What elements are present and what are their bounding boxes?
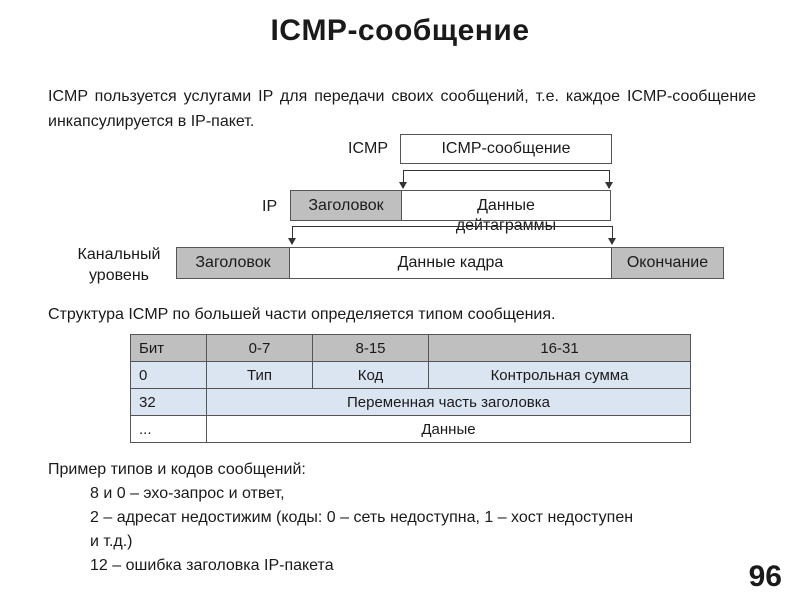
list-item: 8 и 0 – эхо-запрос и ответ, <box>90 485 285 502</box>
icmp-layer-label: ICMP <box>348 140 388 157</box>
table-header-row <box>131 335 691 362</box>
arrow-down-icon <box>609 170 610 188</box>
table-cell: ... <box>131 416 207 443</box>
table-header-cell: 0-7 <box>207 335 313 362</box>
table-cell: 0 <box>131 362 207 389</box>
table-row <box>131 389 691 416</box>
examples-block <box>48 458 633 578</box>
table-header-cell: 8-15 <box>313 335 429 362</box>
icmp-message-box: ICMP-сообщение <box>400 134 612 164</box>
ip-layer-label: IP <box>262 198 278 215</box>
table-header-cell: Бит <box>131 335 207 362</box>
icmp-bracket-line <box>403 170 609 171</box>
table-header-cell: 16-31 <box>429 335 691 362</box>
intro-paragraph: ICMP пользуется услугами IP для передачи своих сообщений, т.е. каждое ICMP-сообщение инкапсулируется в IP-пакет. <box>48 88 756 130</box>
arrow-down-icon <box>403 170 404 188</box>
link-layer-label: Канальный уровень <box>77 246 161 284</box>
page-number: 96 <box>748 560 782 593</box>
table-cell: Контрольная сумма <box>429 362 691 389</box>
ip-bracket-line <box>292 226 612 227</box>
frame-header-box: Заголовок <box>176 247 290 279</box>
table-cell: Тип <box>207 362 313 389</box>
table-cell: Данные <box>207 416 691 443</box>
ip-data-label: Данные дейтаграммы <box>455 197 557 234</box>
table-cell: Код <box>313 362 429 389</box>
examples-heading: Пример типов и кодов сообщений: <box>48 461 306 478</box>
table-row <box>131 362 691 389</box>
arrow-down-icon <box>292 226 293 244</box>
list-item: 12 – ошибка заголовка IP-пакета <box>90 557 334 574</box>
frame-trailer-box <box>611 247 724 279</box>
frame-trailer-label: Окончание <box>626 254 709 271</box>
table-cell: Переменная часть заголовка <box>207 389 691 416</box>
arrow-down-icon <box>612 226 613 244</box>
list-item: 2 – адресат недостижим (коды: 0 – сеть недоступна, 1 – хост недоступен <box>90 509 634 526</box>
ip-header-box: Заголовок <box>290 190 402 221</box>
table-row <box>131 416 691 443</box>
slide-title: ICMP-сообщение <box>270 14 530 47</box>
ip-data-box <box>401 190 611 234</box>
icmp-header-table <box>130 334 691 443</box>
structure-caption: Структура ICMP по большей части определяется типом сообщения. <box>48 306 556 323</box>
list-item: и т.д.) <box>90 533 133 550</box>
table-cell: 32 <box>131 389 207 416</box>
frame-data-box: Данные кадра <box>289 247 612 279</box>
